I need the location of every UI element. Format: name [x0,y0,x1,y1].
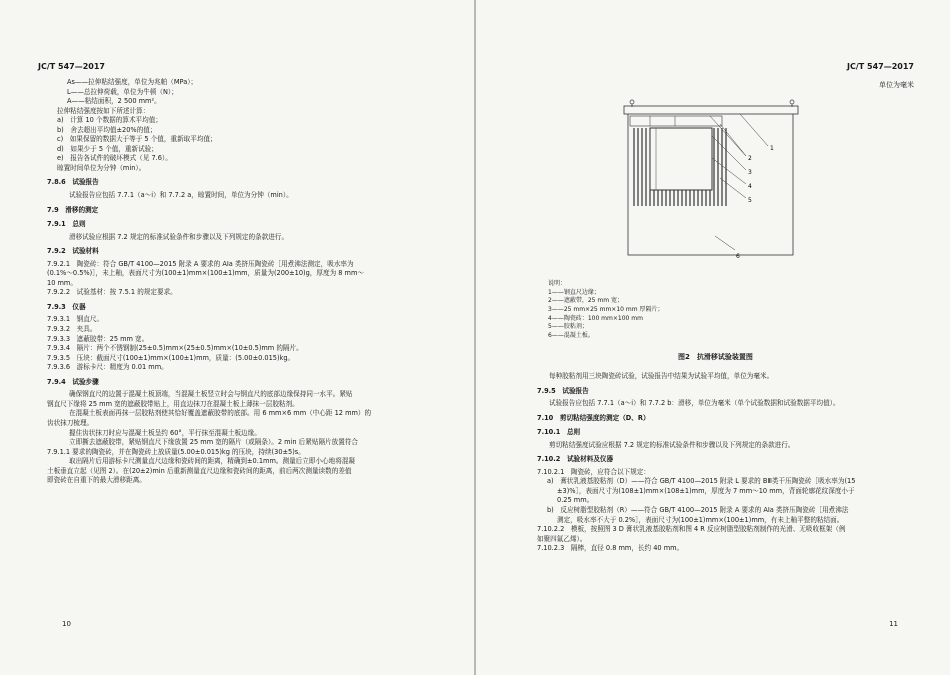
section-7-10-1-title: 7.10.1 总则 [537,428,581,437]
figure-note: 每种胶粘剂用三块陶瓷砖试验，试验报告中结果为试验平均值，单位为毫米。 [549,372,774,380]
time-unit-note: 晾置时间单位为分钟（min）。 [57,163,146,172]
legend-item: 3——25 mm×25 mm×10 mm 厚隔片； [548,306,664,314]
section-7-9-2-1-line: 7.9.2.1 陶瓷砖：符合 GB/T 4100—2015 附录 A 要求的 AⅠa 类挤压陶瓷砖［用煮沸法测定，吸水率为 [47,259,354,268]
figure-callout: 6 [736,253,740,260]
calc-step: a) 计算 10 个数据的算术平均值； [57,116,162,125]
figure-caption: 图2 抗滑移试验装置图 [678,353,753,361]
procedure-line: 取出隔片后用游标卡尺测量直尺边缘和瓷砖间的距离，精确到±0.1mm。测量后立即小心地将混凝 [69,457,356,466]
section-7-10-2-3: 7.10.2.3 隔棒，直径 0.8 mm，长约 40 mm。 [537,544,684,553]
legend-item: 1——钢直尺边缘； [548,288,600,296]
section-7-9-2-2: 7.9.2.2 试验基材：按 7.5.1 的规定要求。 [47,288,177,297]
section-7-9-4-title: 7.9.4 试验步骤 [47,377,99,386]
legend-item: 6——混凝土板。 [548,332,594,340]
section-7-9-1-body: 滑移试验应根据 7.2 规定的标准试验条件和步骤以及下列规定的条款进行。 [69,232,289,241]
instrument-item: 7.9.3.2 夹具。 [47,325,97,334]
steel-ruler [624,106,798,114]
instrument-item: 7.9.3.6 游标卡尺：精度为 0.01 mm。 [47,363,168,372]
left-page-number: 10 [62,620,71,628]
section-7-9-1-title: 7.9.1 总则 [47,220,86,229]
tile-spec-line: 0.25 mm。 [557,496,594,505]
procedure-line: 齿状抹刀梳理。 [47,418,94,427]
instrument-item: 7.9.3.1 钢直尺。 [47,315,104,324]
instrument-item: 7.9.3.5 压块：截面尺寸(100±1)mm×(100±1)mm，质量：(5.00±0.015)kg。 [47,353,295,362]
right-page-number: 11 [889,620,898,628]
right-header-code: JC/T 547—2017 [847,62,914,71]
figure-callout: 3 [748,169,752,176]
procedure-line: 7.9.1.1 要求的陶瓷砖，并在陶瓷砖上放质量(5.00±0.015)kg 的压块，持续(30±5)s。 [47,447,305,456]
procedure-line: 确保钢直尺的边置于混凝土板顶端，当混凝土板竖立时会与钢直尺的底部边缘保持同一水平。紧贴 [69,390,353,399]
calc-step: b) 舍去超出平均值±20%的值； [57,125,157,134]
section-7-9-2-1-line: (0.1%～0.5%)］，未上釉，表面尺寸为(100±1)mm×(100±1)mm，质量为(200±10)g，厚度为 8 mm～ [47,269,364,278]
figure-2-drawing [620,98,840,278]
section-7-8-6-body: 试验报告应包括 7.7.1（a～i）和 7.7.2 a，晾置时间，单位为分钟（min）。 [69,191,293,200]
section-7-10-1-body: 剪切粘结强度试验应根据 7.2 规定的标准试验条件和步骤以及下列规定的条款进行。 [549,440,795,449]
spacer-strip [630,116,722,126]
procedure-line: 在混凝土板表面再抹一层胶粘剂使其恰好覆盖遮蔽胶带的底部。用 6 mm×6 mm（中心距 12 mm）的 [69,409,372,418]
procedure-line: 土板垂直立起（见图 2）。在(20±2)min 后重新测量直尺边缘和瓷砖间的距离，前后两次测量读数的差值 [47,466,352,475]
instrument-item: 7.9.3.3 遮蔽胶带：25 mm 宽。 [47,334,149,343]
def-l: L——总拉伸荷载，单位为牛顿（N）； [67,87,178,96]
ceramic-tile [650,128,712,190]
left-page-content [47,78,435,486]
tile-spec-line: 测定，吸水率不大于 0.2%］，表面尺寸为(100±1)mm×(100±1)mm，有未上釉平整的粘结面。 [557,515,844,524]
calc-intro: 拉伸粘结强度按如下所述计算： [57,106,150,115]
procedure-line: 握住齿状抹刀时应与混凝土板呈约 60°，平行抹至混凝土板边缘。 [69,428,261,437]
section-7-10-2-2-line: 7.10.2.2 模板，按照图 3 D 膏状乳液基胶粘剂和图 4 R 反应树脂型胶粘剂制作的光滑、无吸收框架（例 [537,525,846,534]
section-7-10-2-1: 7.10.2.1 陶瓷砖，应符合以下规定： [537,467,650,476]
figure-legend [548,280,663,341]
figure-callout: 2 [748,155,752,162]
def-as: As——拉伸粘结强度，单位为兆帕（MPa）； [67,78,198,86]
procedure-line: 立即撕去遮蔽胶带，紧贴钢直尺下缘放置 25 mm 宽的隔片（或隔条）。2 min 后紧贴隔片放置符合 [69,438,359,447]
tile-spec-line: ±3)%］，表面尺寸为(108±1)mm×(108±1)mm，厚度为 7 mm～10 mm，背面轮廓花纹深度小于 [557,486,855,495]
legend-item: 2——遮蔽带，25 mm 宽； [548,297,623,305]
procedure-line: 钢直尺下缘将 25 mm 宽的遮蔽胶带贴上，用直边抹刀在混凝土板上薄抹一层胶粘剂。 [47,399,299,408]
section-7-9-5-title: 7.9.5 试验报告 [537,386,589,395]
legend-item: 4——陶瓷砖：100 mm×100 mm [548,314,643,322]
figure-callout: 1 [770,145,774,152]
figure-callout: 5 [748,197,752,204]
section-7-8-6-title: 7.8.6 试验报告 [47,178,99,187]
calc-step: e) 报告各试件的破坏模式（见 7.6）。 [57,154,172,163]
section-7-10-2-2-line: 如聚四氟乙烯）。 [537,534,587,543]
calc-step: c) 如果保留的数据大于等于 5 个值，重新取平均值； [57,135,217,144]
legend-item: 5——胶粘剂； [548,323,588,331]
unit-note: 单位为毫米 [879,81,914,89]
def-a: A——粘结面积，2 500 mm²。 [67,97,161,106]
calc-step: d) 如果少于 5 个值，重新试验； [57,144,158,153]
tile-spec-line: a) 膏状乳液基胶粘剂（D）——符合 GB/T 4100—2015 附录 L 要求的 BⅢ类干压陶瓷砖［吸水率为(15 [547,477,856,486]
figure-callout: 4 [748,183,752,190]
section-7-10-title: 7.10 剪切粘结强度的测定（D、R） [537,413,650,422]
section-7-9-2-title: 7.9.2 试验材料 [47,247,99,256]
right-page-content [537,372,912,554]
section-7-9-2-1-line: 10 mm。 [47,278,77,287]
instrument-item: 7.9.3.4 隔片：两个不锈钢制(25±0.5)mm×(25±0.5)mm×(10±0.5)mm 的隔片。 [47,344,303,353]
left-page [0,0,474,675]
section-7-9-title: 7.9 滑移的测定 [47,205,99,214]
section-7-9-3-title: 7.9.3 仪器 [47,302,86,311]
section-7-10-2-title: 7.10.2 试验材料及仪器 [537,455,614,464]
tile-spec-line: b) 反应树脂型胶粘剂（R）——符合 GB/T 4100—2015 附录 A 要求的 AⅠa 类挤压陶瓷砖［用煮沸法 [547,506,849,515]
procedure-line: 即瓷砖在自重下的最大滑移距离。 [47,476,146,485]
legend-title: 说明： [548,280,567,287]
section-7-9-5-body: 试验报告应包括 7.7.1（a～i）和 7.7.2 b：滑移，单位为毫米（单个试验数据和试验数据平均值）。 [549,399,840,408]
left-header-code: JC/T 547—2017 [38,62,105,71]
